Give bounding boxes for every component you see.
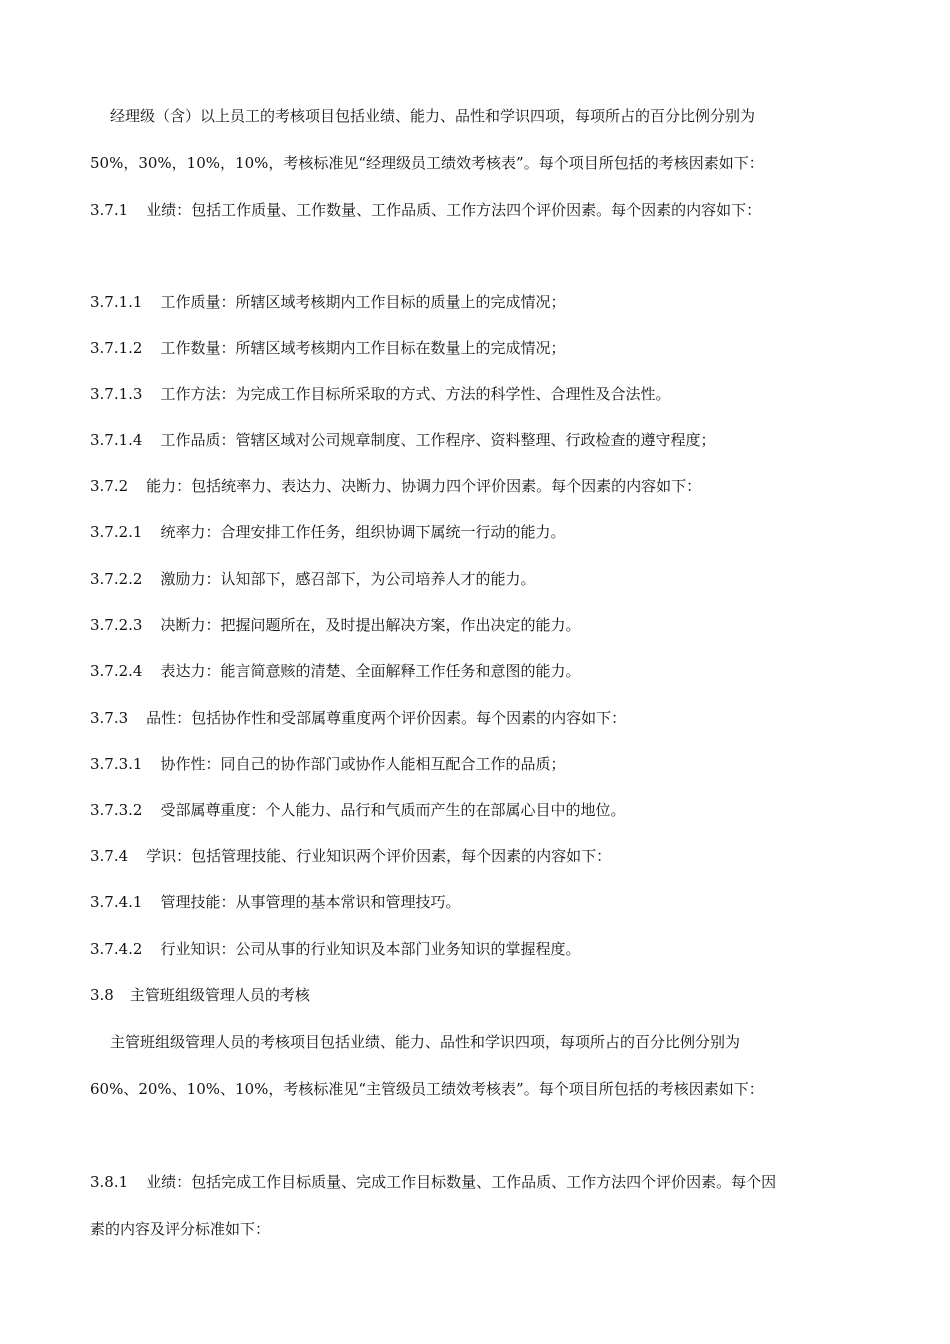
clause-3-7-4-2 <box>90 939 870 959</box>
clause-3-8-1-continuation: 素的内容及评分标准如下： <box>90 1220 271 1238</box>
clause-3-7-1-1 <box>90 292 870 312</box>
clause-text: 受部属尊重度：个人能力、品行和气质而产生的在部属心目中的地位。 <box>160 801 626 819</box>
clause-number: 3.7.1 <box>90 201 129 219</box>
clause-number: 3.7.3.1 <box>90 755 143 773</box>
section-3-8-heading <box>90 985 870 1005</box>
clause-text: 业绩：包括完成工作目标质量、完成工作目标数量、工作品质、工作方法四个评价因素。每个因 <box>146 1173 777 1191</box>
clause-text: 工作质量：所辖区域考核期内工作目标的质量上的完成情况； <box>160 293 566 311</box>
clause-3-7-2 <box>90 476 870 496</box>
clause-3-7-1-2 <box>90 338 870 358</box>
clause-number: 3.7.2.2 <box>90 570 143 588</box>
paragraph-1-line-1: 经理级（含）以上员工的考核项目包括业绩、能力、品性和学识四项，每项所占的百分比例分别为 <box>110 107 756 125</box>
clause-3-7-1 <box>90 200 870 220</box>
section-number: 3.8 <box>90 986 114 1004</box>
clause-text: 行业知识：公司从事的行业知识及本部门业务知识的掌握程度。 <box>160 940 581 958</box>
clause-3-8-1 <box>90 1172 870 1192</box>
clause-text: 品性：包括协作性和受部属尊重度两个评价因素。每个因素的内容如下： <box>146 709 627 727</box>
clause-text: 决断力：把握问题所在，及时提出解决方案，作出决定的能力。 <box>160 616 581 634</box>
clause-number: 3.7.3.2 <box>90 801 143 819</box>
clause-text: 工作品质：管辖区域对公司规章制度、工作程序、资料整理、行政检查的遵守程度； <box>160 431 716 449</box>
clause-number: 3.7.1.2 <box>90 339 143 357</box>
clause-number: 3.7.2 <box>90 477 129 495</box>
clause-number: 3.7.1.3 <box>90 385 143 403</box>
clause-number: 3.7.4.2 <box>90 940 143 958</box>
clause-number: 3.7.1.1 <box>90 293 143 311</box>
clause-3-7-2-3 <box>90 615 870 635</box>
clause-text: 工作方法：为完成工作目标所采取的方式、方法的科学性、合理性及合法性。 <box>160 385 671 403</box>
clause-text: 协作性：同自己的协作部门或协作人能相互配合工作的品质； <box>160 755 566 773</box>
clause-text: 表达力：能言简意赅的清楚、全面解释工作任务和意图的能力。 <box>160 662 581 680</box>
paragraph-2-line-1: 主管班组级管理人员的考核项目包括业绩、能力、品性和学识四项，每项所占的百分比例分别为 <box>110 1033 741 1051</box>
clause-3-7-1-3 <box>90 384 870 404</box>
clause-number: 3.7.2.4 <box>90 662 143 680</box>
clause-text: 统率力：合理安排工作任务，组织协调下属统一行动的能力。 <box>160 523 566 541</box>
clause-number: 3.7.2.1 <box>90 523 143 541</box>
clause-number: 3.7.4 <box>90 847 129 865</box>
clause-number: 3.7.4.1 <box>90 893 143 911</box>
clause-3-7-4-1 <box>90 892 870 912</box>
clause-text: 激励力：认知部下，感召部下，为公司培养人才的能力。 <box>160 570 536 588</box>
clause-text: 管理技能：从事管理的基本常识和管理技巧。 <box>160 893 461 911</box>
section-title: 主管班组级管理人员的考核 <box>129 986 310 1004</box>
clause-3-7-1-4 <box>90 430 870 450</box>
clause-3-7-3 <box>90 708 870 728</box>
clause-number: 3.7.2.3 <box>90 616 143 634</box>
clause-3-7-4 <box>90 846 870 866</box>
clause-3-7-2-4 <box>90 661 870 681</box>
clause-number: 3.8.1 <box>90 1173 129 1191</box>
paragraph-2-line-2: 60%、20%、10%、10%，考核标准见“主管级员工绩效考核表”。每个项目所包括的考核因素如下： <box>90 1080 764 1098</box>
clause-3-7-2-1 <box>90 522 870 542</box>
clause-text: 工作数量：所辖区域考核期内工作目标在数量上的完成情况； <box>160 339 566 357</box>
clause-number: 3.7.1.4 <box>90 431 143 449</box>
clause-text: 业绩：包括工作质量、工作数量、工作品质、工作方法四个评价因素。每个因素的内容如下： <box>146 201 762 219</box>
clause-text: 学识：包括管理技能、行业知识两个评价因素，每个因素的内容如下： <box>146 847 612 865</box>
clause-3-7-3-1 <box>90 754 870 774</box>
clause-3-7-2-2 <box>90 569 870 589</box>
paragraph-1-line-2: 50%，30%，10%，10%，考核标准见“经理级员工绩效考核表”。每个项目所包括的考核因素如下： <box>90 154 764 172</box>
clause-number: 3.7.3 <box>90 709 129 727</box>
clause-3-7-3-2 <box>90 800 870 820</box>
clause-text: 能力：包括统率力、表达力、决断力、协调力四个评价因素。每个因素的内容如下： <box>146 477 702 495</box>
